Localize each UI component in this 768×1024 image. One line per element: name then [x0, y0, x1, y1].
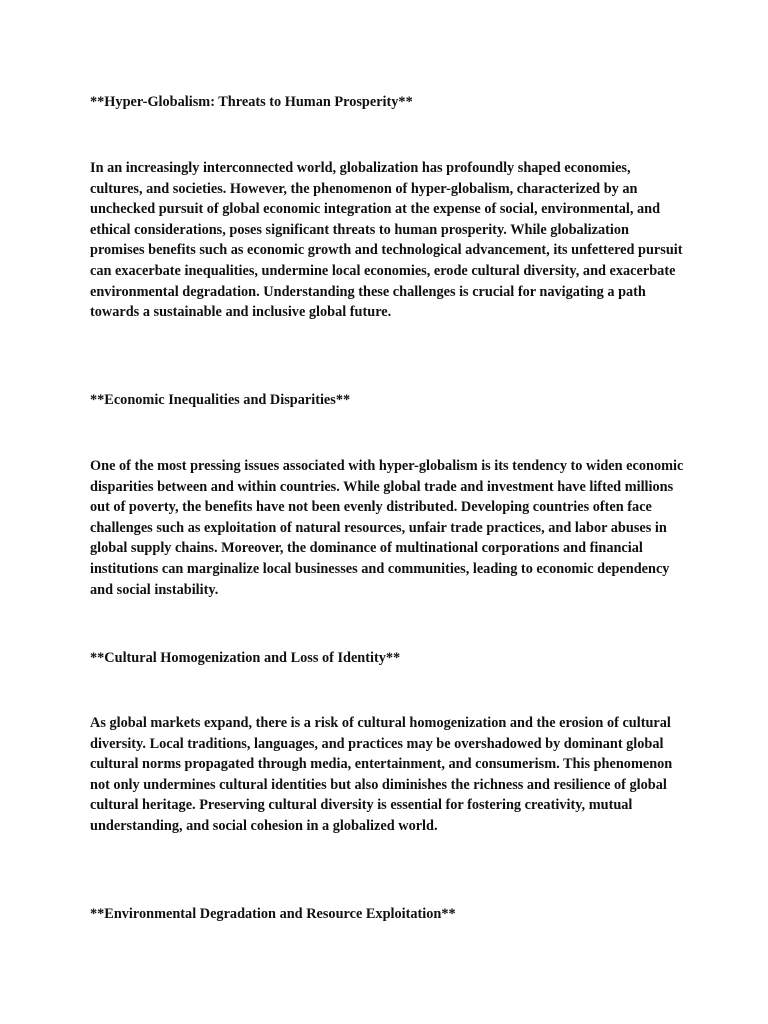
section-heading: **Economic Inequalities and Disparities** [90, 392, 351, 408]
section-paragraph: One of the most pressing issues associated with hyper-globalism is its tendency to widen economic disparities between and within countries. While global trade and investment have lifted millions out of poverty, the benefits have not been evenly distributed. Developing countries often face challenges such as exploitation of natural resources, unfair trade practices, and labor abuses in global supply chains. Moreover, the dominance of multinational corporations and financial institutions can marginalize local businesses and communities, leading to economic dependency and social instability. [90, 458, 684, 598]
section-heading: **Environmental Degradation and Resource Exploitation** [90, 906, 456, 922]
section-paragraph: As global markets expand, there is a risk of cultural homogenization and the erosion of cultural diversity. Local traditions, languages, and practices may be overshadowed by dominant global cultural norms propagated through media, entertainment, and consumerism. This phenomenon not only undermines cultural identities but also diminishes the richness and resilience of global cultural heritage. Preserving cultural diversity is essential for fostering creativity, mutual understanding, and social cohesion in a globalized world. [90, 715, 673, 834]
section-heading: **Cultural Homogenization and Loss of Identity** [90, 650, 401, 666]
section-paragraph: In an increasingly interconnected world, globalization has profoundly shaped economies, cultures, and societies. However, the phenomenon of hyper-globalism, characterized by an unchecked pursuit of global economic integration at the expense of social, environmental, and ethical considerations, poses significant threats to human prosperity. While globalization promises benefits such as economic growth and technological advancement, its unfettered pursuit can exacerbate inequalities, undermine local economies, erode cultural diversity, and exacerbate environmental degradation. Understanding these challenges is crucial for navigating a path towards a sustainable and inclusive global future. [90, 160, 683, 321]
section-heading: **Hyper-Globalism: Threats to Human Prosperity** [90, 94, 413, 110]
